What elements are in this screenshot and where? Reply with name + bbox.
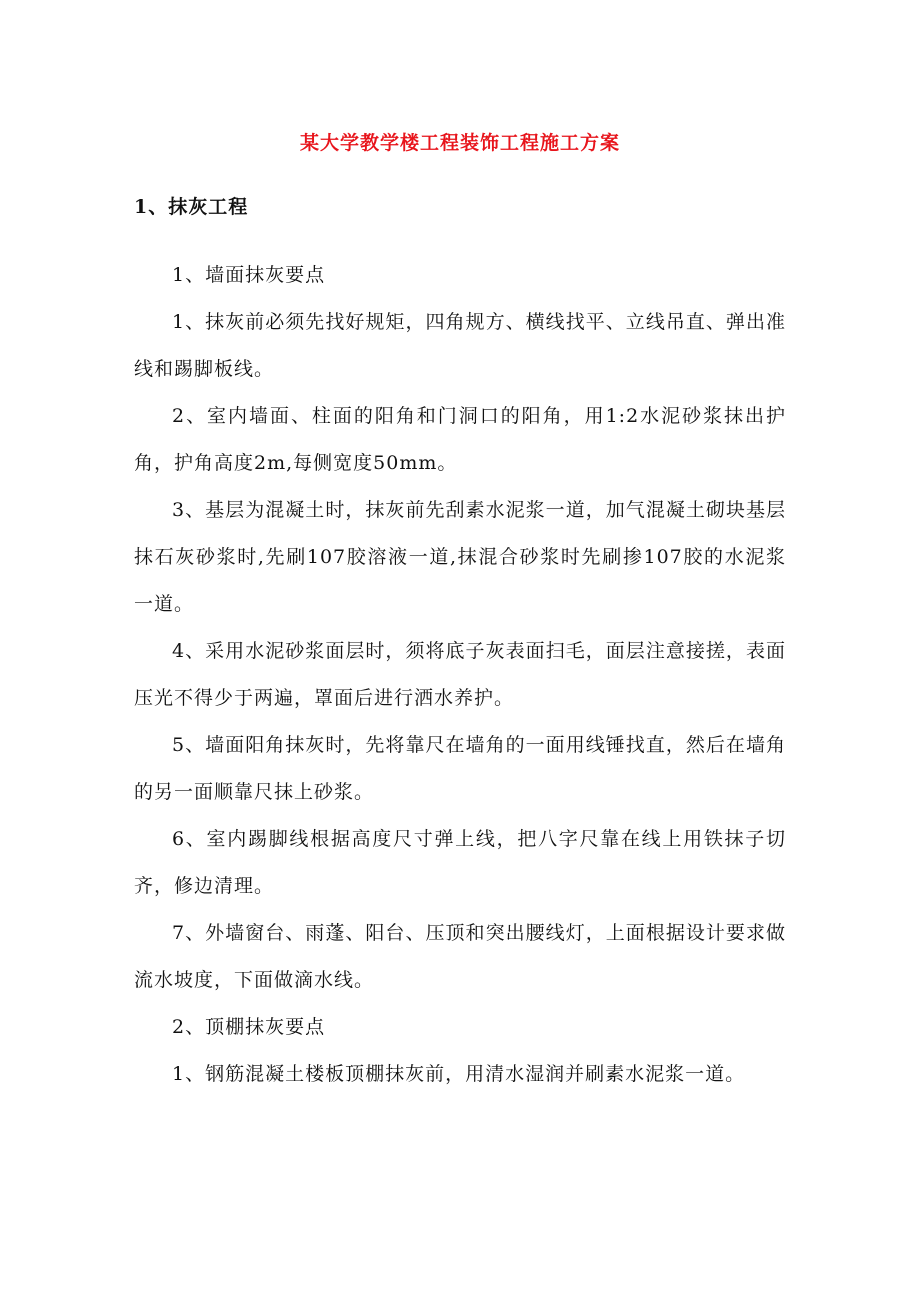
paragraph: 4、采用水泥砂浆面层时，须将底子灰表面扫毛，面层注意接搓，表面压光不得少于两遍，罩面后进行洒水养护。 xyxy=(134,640,786,709)
subsection-heading-wall: 1、墙面抹灰要点 xyxy=(172,264,326,286)
paragraph: 1、抹灰前必须先找好规矩，四角规方、横线找平、立线吊直、弹出准线和踢脚板线。 xyxy=(134,311,786,380)
paragraph: 5、墙面阳角抹灰时，先将靠尺在墙角的一面用线锤找直，然后在墙角的另一面顺靠尺抹上砂浆。 xyxy=(134,734,786,803)
paragraph: 2、室内墙面、柱面的阳角和门洞口的阳角，用1:2水泥砂浆抹出护角，护角高度2m,每侧宽度50mm。 xyxy=(134,405,786,474)
section-heading: 1、抹灰工程 xyxy=(134,196,249,218)
paragraph: 3、基层为混凝土时，抹灰前先刮素水泥浆一道，加气混凝土砌块基层抹石灰砂浆时,先刷107胶溶液一道,抹混合砂浆时先刷掺107胶的水泥浆一道。 xyxy=(134,499,786,615)
paragraph: 7、外墙窗台、雨蓬、阳台、压顶和突出腰线灯，上面根据设计要求做流水坡度，下面做滴水线。 xyxy=(134,922,786,991)
subsection-heading-ceiling: 2、顶棚抹灰要点 xyxy=(172,1016,326,1038)
document-title: 某大学教学楼工程装饰工程施工方案 xyxy=(299,132,620,154)
paragraph: 6、室内踢脚线根据高度尺寸弹上线，把八字尺靠在线上用铁抹子切齐，修边清理。 xyxy=(134,828,786,897)
document-body xyxy=(134,252,786,1098)
paragraph: 1、钢筋混凝土楼板顶棚抹灰前，用清水湿润并刷素水泥浆一道。 xyxy=(172,1063,746,1085)
